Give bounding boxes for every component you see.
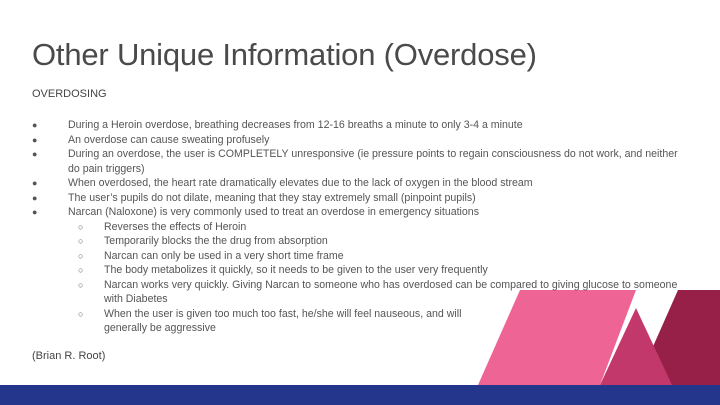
bullet-item <box>32 205 692 336</box>
sub-bullet-icon: ○ <box>78 308 84 319</box>
sub-bullet-text: The body metabolizes it quickly, so it needs to be given to the user very frequently <box>104 264 488 276</box>
bullet-icon: ● <box>32 149 38 159</box>
bullet-text: Narcan (Naloxone) is very commonly used to treat an overdose in emergency situations <box>68 206 479 218</box>
sub-bullet-icon: ○ <box>78 265 84 275</box>
sub-bullet-item <box>68 220 692 235</box>
bullet-item <box>32 191 692 206</box>
subheading: OVERDOSING <box>32 88 107 100</box>
bullet-icon: ● <box>32 178 38 188</box>
sub-bullet-text: Reverses the effects of Heroin <box>104 220 247 233</box>
bullet-icon: ● <box>32 120 38 130</box>
bullet-text: When overdosed, the heart rate dramatically elevates due to the lack of oxygen in the blood stream <box>68 177 533 189</box>
bullet-icon: ● <box>32 207 38 217</box>
bullet-icon: ● <box>32 134 38 145</box>
slide-title: Other Unique Information (Overdose) <box>32 37 537 72</box>
bullet-icon: ● <box>32 192 38 203</box>
bullet-text: During an overdose, the user is COMPLETELY unresponsive (ie pressure points to regain consciousness do not work, and neither do pain triggers) <box>68 148 678 175</box>
bullet-text: An overdose can cause sweating profusely <box>68 133 270 146</box>
bullet-item <box>32 176 692 191</box>
sub-bullet-icon: ○ <box>78 221 84 232</box>
sub-bullet-icon: ○ <box>78 250 84 261</box>
sub-bullet-item <box>68 249 692 264</box>
sub-bullet-list <box>68 220 692 336</box>
sub-bullet-text: Temporarily blocks the the drug from absorption <box>104 235 328 247</box>
sub-bullet-icon: ○ <box>78 279 84 290</box>
sub-bullet-text: Narcan can only be used in a very short time frame <box>104 249 344 262</box>
bullet-text: The user’s pupils do not dilate, meaning that they stay extremely small (pinpoint pupils) <box>68 191 476 204</box>
sub-bullet-text: When the user is given too much too fast, he/she will feel nauseous, and will generally be aggressive <box>104 307 462 334</box>
sub-bullet-item <box>68 278 692 307</box>
bullet-list <box>32 118 692 336</box>
bullet-item <box>32 147 692 176</box>
sub-bullet-item <box>68 234 692 249</box>
sub-bullet-icon: ○ <box>78 236 84 246</box>
sub-bullet-text: Narcan works very quickly. Giving Narcan to someone who has overdosed can be compared to giving glucose to someone with Diabetes <box>104 278 678 305</box>
sub-bullet-item <box>68 263 692 278</box>
footer-bar <box>0 385 720 405</box>
bullet-text: During a Heroin overdose, breathing decreases from 12-16 breaths a minute to only 3-4 a minute <box>68 119 523 131</box>
bullet-item <box>32 118 692 133</box>
sub-bullet-item <box>68 307 692 336</box>
bullet-item <box>32 133 692 148</box>
attribution: (Brian R. Root) <box>32 350 106 362</box>
